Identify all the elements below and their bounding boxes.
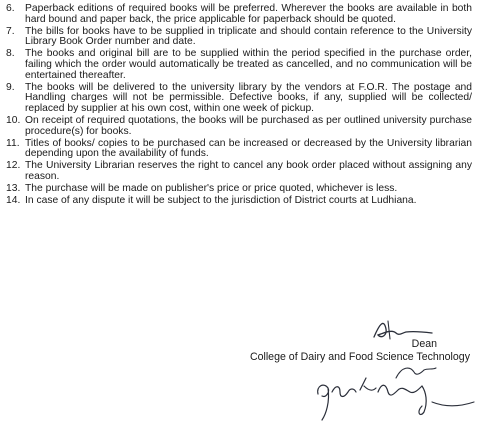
term-number: 12. (6, 160, 21, 172)
term-number: 13. (6, 182, 21, 194)
term-number: 11. (6, 137, 20, 149)
term-text: In case of any dispute it will be subject to the jurisdiction of District courts at Ludhiana. (25, 194, 417, 206)
term-number: 14. (6, 194, 21, 206)
term-text: The University Librarian reserves the right to cancel any book order placed without assigning any reason. (25, 160, 472, 182)
signatory-title: Dean (411, 338, 437, 350)
term-number: 8. (6, 48, 15, 60)
term-number: 10. (6, 114, 21, 126)
term-text: The books will be delivered to the university library by the vendors at F.O.R. The postage and Handling charges will not be permissible. Defective books, if any, supplied will be collected/ replaced by supplier at his own cost, within one week of pickup. (25, 81, 472, 115)
term-text: Paperback editions of required books will be preferred. Wherever the books are available in both hard bound and paper back, the price applicable for paperback should be quoted. (25, 3, 472, 25)
term-text: The books and original bill are to be supplied within the period specified in the purchase order, failing which the order would automatically be treated as cancelled, and no communication will be entertained thereafter. (25, 48, 472, 81)
term-number: 7. (6, 25, 15, 37)
term-number: 9. (6, 81, 15, 93)
term-text: Titles of books/ copies to be purchased can be increased or decreased by the University librarian depending upon the availability of funds. (25, 137, 472, 160)
term-text: On receipt of required quotations, the books will be purchased as per outlined university purchase procedure(s) for books. (25, 114, 472, 137)
handwritten-initials (310, 362, 480, 424)
term-text: The purchase will be made on publisher's price or price quoted, whichever is less. (25, 182, 398, 194)
term-text: The bills for books have to be supplied in triplicate and should contain reference to the University Library Book Order number and date. (25, 25, 472, 48)
college-name: College of Dairy and Food Science Technology (249, 351, 470, 363)
term-number: 6. (6, 3, 15, 14)
